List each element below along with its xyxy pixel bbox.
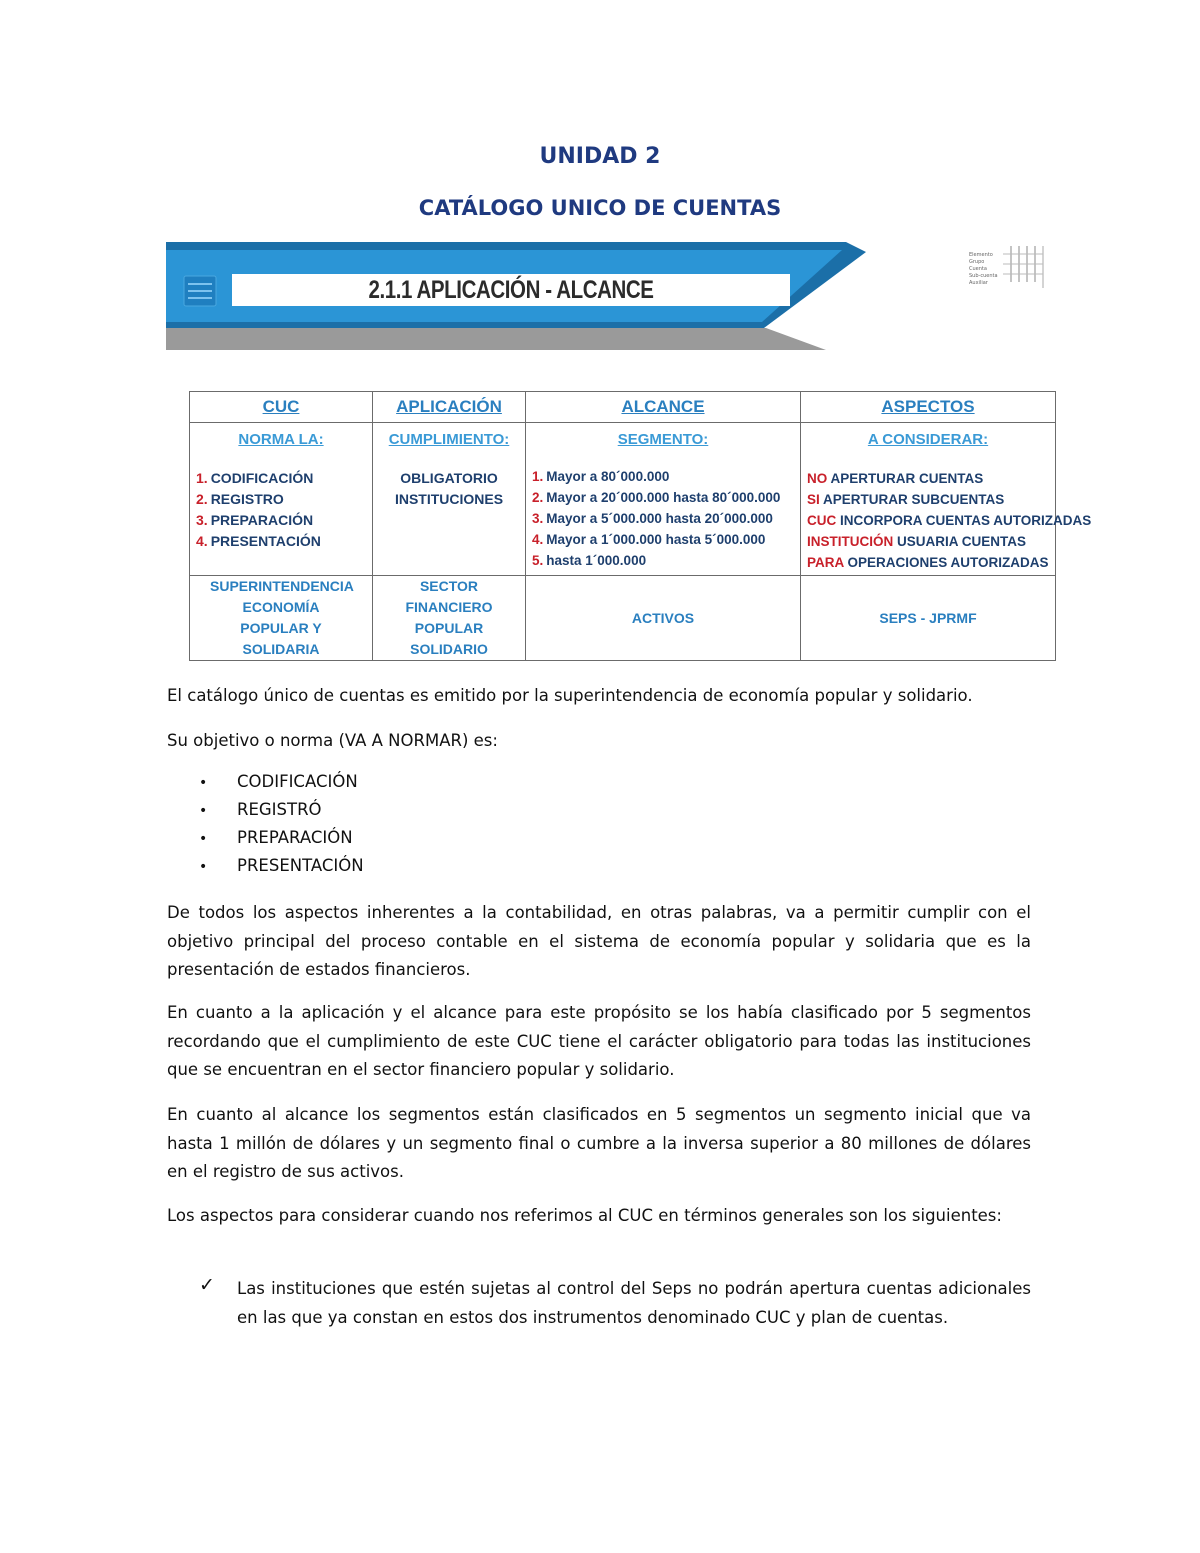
table-footer-row	[190, 576, 1056, 661]
bullet-item: • CODIFICACIÓN	[199, 772, 358, 791]
list-item: 4. Mayor a 1´000.000 hasta 5´000.000	[532, 532, 766, 547]
paragraph-aspects: De todos los aspectos inherentes a la contabilidad, en otras palabras, va a permitir cumplir con el objetivo principal del proceso contable en el sistema de economía popular y solidaria que es la presentación de estados financieros.	[167, 903, 1031, 979]
legend-label: Sub-cuenta	[969, 273, 998, 279]
bullet-item: • PREPARACIÓN	[199, 828, 353, 847]
list-item: 3. Mayor a 5´000.000 hasta 20´000.000	[532, 511, 773, 526]
check-icon: ✓	[199, 1274, 215, 1296]
banner-gray-band	[166, 328, 826, 350]
list-item: 3. PREPARACIÓN	[196, 512, 314, 528]
aplicacion-subheading: CUMPLIMIENTO:	[388, 431, 510, 448]
list-item: CUC INCORPORA CUENTAS AUTORIZADAS	[807, 513, 1092, 528]
cuc-cell	[190, 423, 373, 576]
list-item: NO APERTURAR CUENTAS	[807, 471, 984, 486]
paragraph-scope: En cuanto al alcance los segmentos están clasificados en 5 segmentos un segmento inicial que va hasta 1 millón de dólares y un segmento final o cumbre a la inversa superior a 80 millones de dólares en el registro de sus activos.	[167, 1105, 1031, 1181]
list-item: 1. Mayor a 80´000.000	[532, 469, 670, 484]
bullet-item: • PRESENTACIÓN	[199, 856, 364, 875]
legend-label: Cuenta	[969, 266, 987, 272]
list-item: PARA OPERACIONES AUTORIZADAS	[807, 555, 1049, 570]
alcance-subheading: SEGMENTO:	[617, 431, 709, 448]
list-item: 4. PRESENTACIÓN	[196, 533, 321, 549]
paragraph-considerations: Los aspectos para considerar cuando nos referimos al CUC en términos generales son los siguientes:	[167, 1206, 1002, 1225]
unit-heading: UNIDAD 2	[539, 144, 661, 169]
alcance-footer: ACTIVOS	[526, 576, 801, 661]
aspectos-footer: SEPS - JPRMF	[801, 576, 1056, 661]
header-cuc: CUC	[190, 392, 373, 423]
aplicacion-footer: SECTOR FINANCIERO POPULAR SOLIDARIO	[373, 576, 526, 661]
header-alcance: ALCANCE	[526, 392, 801, 423]
cuc-subheading: NORMA LA:	[238, 431, 324, 448]
legend-label: Elemento	[969, 252, 993, 258]
list-item: 1. CODIFICACIÓN	[196, 470, 314, 486]
page-title: CATÁLOGO UNICO DE CUENTAS	[418, 196, 782, 220]
aspectos-subheading: A CONSIDERAR:	[867, 431, 989, 448]
list-item: 2. Mayor a 20´000.000 hasta 80´000.000	[532, 490, 781, 505]
header-aplicacion: APLICACIÓN	[373, 392, 526, 423]
paragraph-intro: El catálogo único de cuentas es emitido por la superintendencia de economía popular y solidario.	[167, 686, 973, 705]
list-item: 5. hasta 1´000.000	[532, 553, 647, 568]
check-item-text: Las instituciones que estén sujetas al control del Seps no podrán apertura cuentas adicionales en las que ya constan en estos dos instrumentos denominado CUC y plan de cuentas.	[237, 1279, 1031, 1327]
cuc-summary-table	[189, 391, 1092, 661]
aplicacion-body: OBLIGATORIO INSTITUCIONES	[394, 470, 504, 507]
list-item: SI APERTURAR SUBCUENTAS	[807, 492, 1005, 507]
aplicacion-cell	[373, 423, 526, 576]
header-aspectos: ASPECTOS	[801, 392, 1056, 423]
banner-title: 2.1.1 APLICACIÓN - ALCANCE	[368, 275, 654, 304]
list-item: INSTITUCIÓN USUARIA CUENTAS	[807, 534, 1027, 549]
legend-label: Grupo	[969, 259, 985, 265]
bullet-item: • REGISTRÓ	[199, 800, 322, 819]
list-item: 2. REGISTRO	[196, 491, 284, 507]
paragraph-application: En cuanto a la aplicación y el alcance para este propósito se los había clasificado por 5 segmentos recordando que el cumplimiento de este CUC tiene el carácter obligatorio para todas las instituciones que se encuentran en el sector financiero popular y solidario.	[167, 1003, 1031, 1079]
alcance-cell	[526, 423, 801, 576]
hierarchy-legend	[965, 244, 1051, 288]
aspectos-cell	[801, 423, 1092, 576]
table-header-row	[190, 392, 1056, 423]
table-row	[190, 423, 1056, 576]
paragraph-objective: Su objetivo o norma (VA A NORMAR) es:	[167, 731, 498, 750]
legend-label: Auxiliar	[969, 280, 988, 286]
cuc-footer: SUPERINTENDENCIA ECONOMÍA POPULAR Y SOLIDARIA	[190, 576, 373, 661]
